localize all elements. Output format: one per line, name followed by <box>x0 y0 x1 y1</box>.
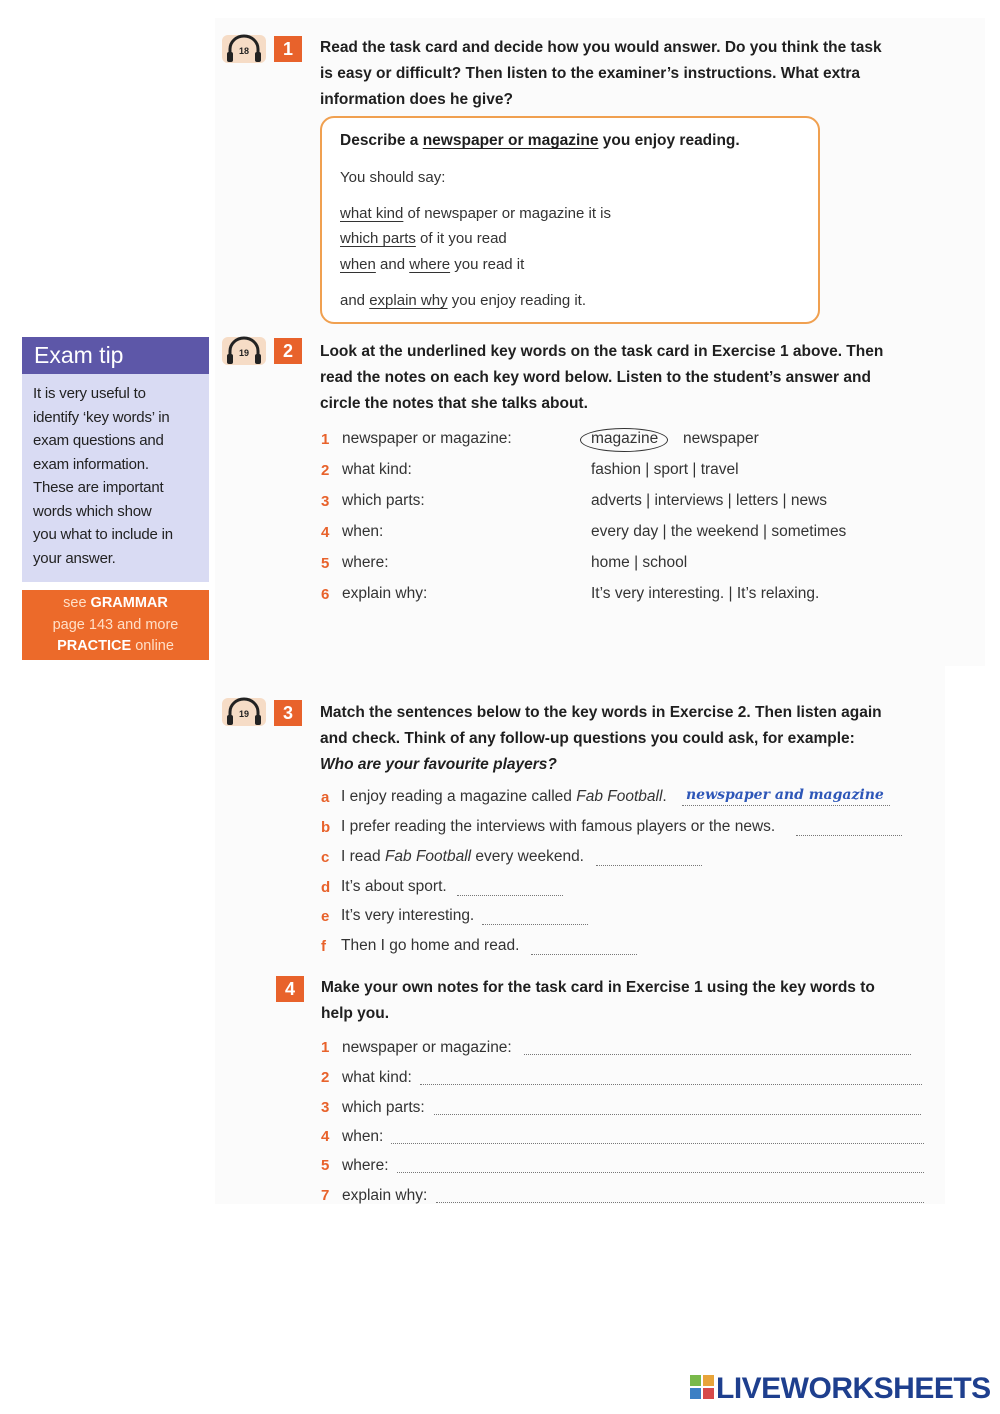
task-card <box>320 116 820 324</box>
key-word: when <box>340 256 376 273</box>
notes-input[interactable] <box>434 1101 921 1115</box>
liveworksheets-logo <box>690 1372 991 1408</box>
note-options[interactable]: fashion | sport | travel <box>591 461 739 478</box>
key-word: which parts <box>340 230 416 247</box>
row-label: where: <box>342 1157 389 1174</box>
answer-field[interactable] <box>796 822 902 836</box>
row-number: 3 <box>321 1099 330 1116</box>
row-label: newspaper or magazine: <box>342 1039 512 1056</box>
row-label: explain why: <box>342 1187 428 1204</box>
row-label: which parts: <box>342 492 425 509</box>
answer-field[interactable] <box>531 941 637 955</box>
note-options[interactable]: It’s very interesting. | It’s relaxing. <box>591 585 820 602</box>
exercise-4-instruction: Make your own notes for the task card in Exercise 1 using the key words to help you. <box>321 979 875 1022</box>
exercise-number: 1 <box>274 36 302 62</box>
item-letter: d <box>321 879 331 896</box>
answer-text[interactable]: newspaper and magazine <box>686 787 884 803</box>
task-card-line: which parts of it you read <box>340 230 507 247</box>
task-card-line: what kind of newspaper or magazine it is <box>340 205 611 222</box>
answer-field[interactable] <box>457 882 563 896</box>
row-number: 3 <box>321 493 330 510</box>
row-label: what kind: <box>342 1069 412 1086</box>
headphones-icon[interactable] <box>222 334 266 368</box>
row-label: which parts: <box>342 1099 425 1116</box>
row-label: when: <box>342 523 384 540</box>
instruction-line: Read the task card and decide how you would answer. Do you think the task <box>320 39 882 56</box>
note-options[interactable]: home | school <box>591 554 688 571</box>
track-number: 18 <box>238 46 250 56</box>
exam-tip-text: It is very useful to identify ‘key words’ in exam questions and exam information. These are important words which show you what to include in your answer. <box>33 385 173 567</box>
item-sentence: Then I go home and read. <box>341 937 520 954</box>
example-question: Who are your favourite players? <box>320 756 557 773</box>
item-sentence: I prefer reading the interviews with famous players or the news. <box>341 818 776 835</box>
row-number: 2 <box>321 462 330 479</box>
exercise-number: 2 <box>274 338 302 364</box>
brand-grid-icon <box>690 1373 716 1401</box>
row-number: 5 <box>321 1157 330 1174</box>
row-label: where: <box>342 554 389 571</box>
row-number: 2 <box>321 1069 330 1086</box>
row-number: 4 <box>321 1128 330 1145</box>
headphones-icon[interactable] <box>222 32 266 66</box>
instruction-line: information does he give? <box>320 91 513 108</box>
exercise-1-instruction <box>320 35 980 113</box>
exercise-3-instruction: Match the sentences below to the key words in Exercise 2. Then listen again and check. Think of any follow-up questions you could ask, for example: Who are your favourite players? <box>320 704 882 773</box>
item-sentence: It’s about sport. <box>341 878 447 895</box>
row-label: what kind: <box>342 461 412 478</box>
instruction-line: is easy or difficult? Then listen to the examiner’s instructions. What extra <box>320 65 861 82</box>
row-number: 5 <box>321 555 330 572</box>
notes-input[interactable] <box>436 1189 924 1203</box>
item-letter: c <box>321 849 330 866</box>
exercise-number: 4 <box>276 976 304 1002</box>
track-number: 19 <box>238 709 250 719</box>
notes-input[interactable] <box>397 1159 924 1173</box>
row-number: 4 <box>321 524 330 541</box>
note-option-circled[interactable]: magazine <box>591 430 659 447</box>
exercise-2-instruction: Look at the underlined key words on the task card in Exercise 1 above. Then read the notes on each key word below. Listen to the student’s answer and circle the notes that she talks about. <box>320 343 884 412</box>
row-label: when: <box>342 1128 384 1145</box>
key-word: explain why <box>369 292 448 309</box>
row-number: 6 <box>321 586 330 603</box>
task-card-line: when and where you read it <box>340 256 525 273</box>
key-word: newspaper or magazine <box>422 132 599 149</box>
task-card-line: and explain why you enjoy reading it. <box>340 292 587 309</box>
notes-input[interactable] <box>420 1071 922 1085</box>
key-word: what kind <box>340 205 404 222</box>
item-letter: a <box>321 789 330 806</box>
exercise-number: 3 <box>274 700 302 726</box>
row-label: explain why: <box>342 585 428 602</box>
row-number: 1 <box>321 431 330 448</box>
row-label: newspaper or magazine: <box>342 430 512 447</box>
notes-input[interactable] <box>391 1130 924 1144</box>
item-letter: e <box>321 908 330 925</box>
grammar-reference-link[interactable]: see GRAMMAR page 143 and more PRACTICE online <box>22 590 209 660</box>
brand-name: LIVEWORKSHEETS <box>716 1372 991 1405</box>
task-card-prompt: Describe a newspaper or magazine you enjoy reading. <box>340 132 740 149</box>
task-card-should-say: You should say: <box>340 169 446 186</box>
answer-field[interactable] <box>482 911 588 925</box>
answer-field[interactable] <box>596 852 702 866</box>
note-options[interactable]: adverts | interviews | letters | news <box>591 492 828 509</box>
note-options[interactable]: every day | the weekend | sometimes <box>591 523 847 540</box>
item-sentence: It’s very interesting. <box>341 907 475 924</box>
notes-input[interactable] <box>524 1041 911 1055</box>
item-letter: b <box>321 819 331 836</box>
note-option[interactable]: newspaper <box>683 430 759 447</box>
row-number: 7 <box>321 1187 330 1204</box>
item-sentence: I enjoy reading a magazine called Fab Football. <box>341 788 667 805</box>
track-number: 19 <box>238 348 250 358</box>
key-word: where <box>409 256 451 273</box>
row-number: 1 <box>321 1039 330 1056</box>
item-sentence: I read Fab Football every weekend. <box>341 848 584 865</box>
headphones-icon[interactable] <box>222 695 266 729</box>
item-letter: f <box>321 938 326 955</box>
exam-tip-title: Exam tip <box>22 337 209 374</box>
